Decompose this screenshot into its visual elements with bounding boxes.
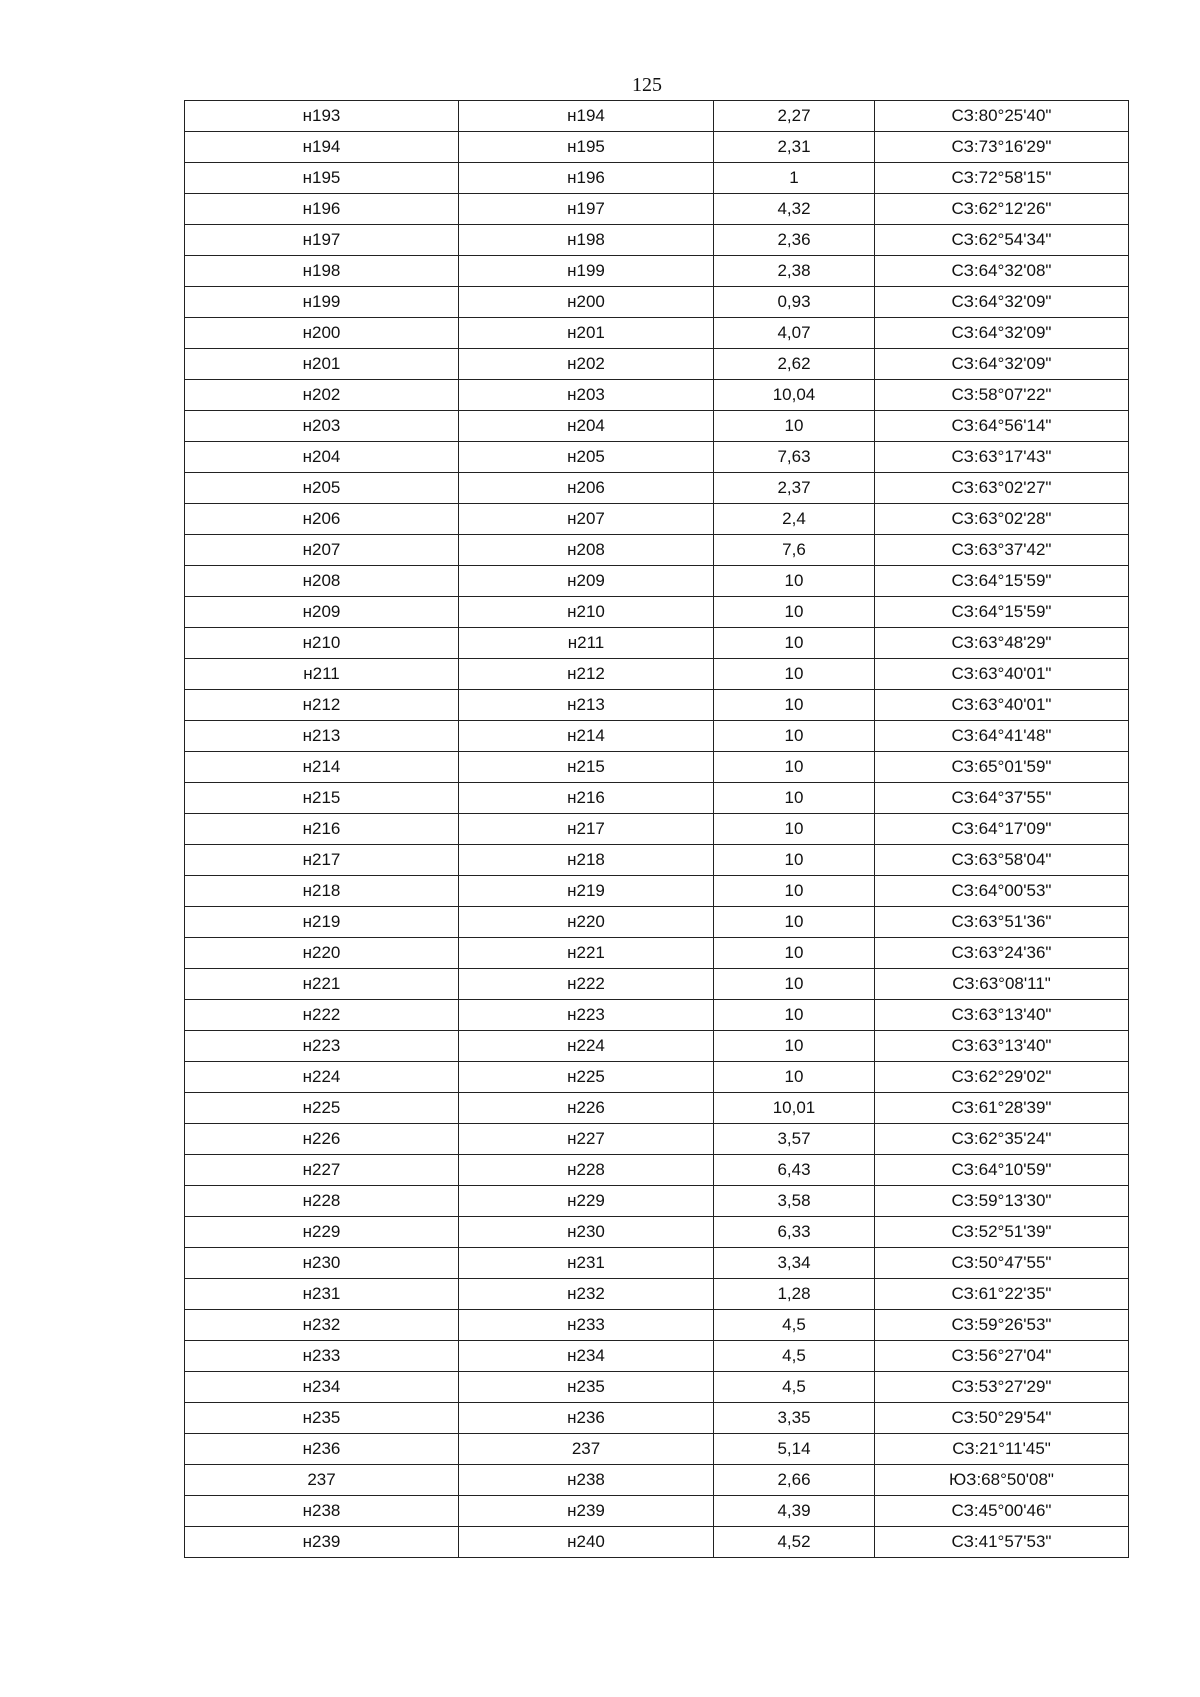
distance-cell: 10	[714, 721, 875, 752]
table-row	[185, 194, 1129, 225]
bearing-cell: СЗ:64°32'09"	[875, 287, 1129, 318]
distance-cell: 10	[714, 597, 875, 628]
distance-cell: 10	[714, 876, 875, 907]
table-row	[185, 504, 1129, 535]
bearing-cell: СЗ:61°28'39"	[875, 1093, 1129, 1124]
table-row	[185, 1124, 1129, 1155]
distance-cell: 10	[714, 907, 875, 938]
bearing-cell: СЗ:64°56'14"	[875, 411, 1129, 442]
bearing-cell: СЗ:73°16'29"	[875, 132, 1129, 163]
to-point-cell: н198	[459, 225, 714, 256]
from-point-cell: н206	[185, 504, 459, 535]
distance-cell: 4,52	[714, 1527, 875, 1558]
distance-cell: 10	[714, 411, 875, 442]
to-point-cell: н234	[459, 1341, 714, 1372]
to-point-cell: н209	[459, 566, 714, 597]
distance-cell: 4,5	[714, 1372, 875, 1403]
from-point-cell: н202	[185, 380, 459, 411]
distance-cell: 1,28	[714, 1279, 875, 1310]
to-point-cell: н205	[459, 442, 714, 473]
distance-cell: 10	[714, 969, 875, 1000]
table-body	[185, 101, 1129, 1558]
distance-cell: 10	[714, 845, 875, 876]
distance-cell: 4,32	[714, 194, 875, 225]
distance-cell: 2,62	[714, 349, 875, 380]
to-point-cell: н200	[459, 287, 714, 318]
table-row	[185, 411, 1129, 442]
to-point-cell: н199	[459, 256, 714, 287]
distance-cell: 2,37	[714, 473, 875, 504]
to-point-cell: н239	[459, 1496, 714, 1527]
bearing-cell: ЮЗ:68°50'08"	[875, 1465, 1129, 1496]
from-point-cell: н220	[185, 938, 459, 969]
table-row	[185, 659, 1129, 690]
from-point-cell: н217	[185, 845, 459, 876]
bearing-cell: СЗ:65°01'59"	[875, 752, 1129, 783]
distance-cell: 2,38	[714, 256, 875, 287]
bearing-cell: СЗ:62°54'34"	[875, 225, 1129, 256]
table-row	[185, 132, 1129, 163]
to-point-cell: н195	[459, 132, 714, 163]
distance-cell: 2,4	[714, 504, 875, 535]
distance-cell: 0,93	[714, 287, 875, 318]
from-point-cell: н239	[185, 1527, 459, 1558]
distance-cell: 3,35	[714, 1403, 875, 1434]
distance-cell: 6,43	[714, 1155, 875, 1186]
bearing-cell: СЗ:63°40'01"	[875, 659, 1129, 690]
from-point-cell: н215	[185, 783, 459, 814]
to-point-cell: н229	[459, 1186, 714, 1217]
from-point-cell: н193	[185, 101, 459, 132]
from-point-cell: н222	[185, 1000, 459, 1031]
bearing-cell: СЗ:50°29'54"	[875, 1403, 1129, 1434]
bearing-cell: СЗ:63°51'36"	[875, 907, 1129, 938]
bearing-cell: СЗ:63°13'40"	[875, 1031, 1129, 1062]
bearing-cell: СЗ:64°32'09"	[875, 318, 1129, 349]
to-point-cell: н223	[459, 1000, 714, 1031]
from-point-cell: н209	[185, 597, 459, 628]
to-point-cell: н203	[459, 380, 714, 411]
bearing-cell: СЗ:53°27'29"	[875, 1372, 1129, 1403]
to-point-cell: н233	[459, 1310, 714, 1341]
bearing-cell: СЗ:63°48'29"	[875, 628, 1129, 659]
distance-cell: 10	[714, 690, 875, 721]
table-row	[185, 597, 1129, 628]
bearing-cell: СЗ:62°29'02"	[875, 1062, 1129, 1093]
table-row	[185, 1341, 1129, 1372]
from-point-cell: н228	[185, 1186, 459, 1217]
table-row	[185, 938, 1129, 969]
from-point-cell: 237	[185, 1465, 459, 1496]
table-row	[185, 721, 1129, 752]
bearing-cell: СЗ:41°57'53"	[875, 1527, 1129, 1558]
from-point-cell: н204	[185, 442, 459, 473]
table-row	[185, 1527, 1129, 1558]
table-row	[185, 1434, 1129, 1465]
table-row	[185, 163, 1129, 194]
to-point-cell: н216	[459, 783, 714, 814]
from-point-cell: н223	[185, 1031, 459, 1062]
distance-cell: 4,5	[714, 1310, 875, 1341]
table-row	[185, 225, 1129, 256]
from-point-cell: н219	[185, 907, 459, 938]
table-row	[185, 1310, 1129, 1341]
from-point-cell: н208	[185, 566, 459, 597]
distance-cell: 3,58	[714, 1186, 875, 1217]
distance-cell: 10	[714, 814, 875, 845]
table-row	[185, 1372, 1129, 1403]
from-point-cell: н199	[185, 287, 459, 318]
from-point-cell: н218	[185, 876, 459, 907]
table-row	[185, 349, 1129, 380]
table-row	[185, 690, 1129, 721]
from-point-cell: н221	[185, 969, 459, 1000]
to-point-cell: н196	[459, 163, 714, 194]
bearing-cell: СЗ:80°25'40"	[875, 101, 1129, 132]
bearing-cell: СЗ:64°15'59"	[875, 597, 1129, 628]
bearing-cell: СЗ:63°40'01"	[875, 690, 1129, 721]
table-row	[185, 1279, 1129, 1310]
distance-cell: 10,04	[714, 380, 875, 411]
table-row	[185, 1093, 1129, 1124]
distance-cell: 2,27	[714, 101, 875, 132]
table-row	[185, 1217, 1129, 1248]
bearing-cell: СЗ:59°26'53"	[875, 1310, 1129, 1341]
table-row	[185, 628, 1129, 659]
from-point-cell: н212	[185, 690, 459, 721]
table-row	[185, 101, 1129, 132]
table-row	[185, 845, 1129, 876]
from-point-cell: н195	[185, 163, 459, 194]
table-row	[185, 256, 1129, 287]
from-point-cell: н197	[185, 225, 459, 256]
to-point-cell: н220	[459, 907, 714, 938]
from-point-cell: н233	[185, 1341, 459, 1372]
table-row	[185, 1155, 1129, 1186]
to-point-cell: н194	[459, 101, 714, 132]
distance-cell: 10,01	[714, 1093, 875, 1124]
bearing-cell: СЗ:62°35'24"	[875, 1124, 1129, 1155]
distance-cell: 10	[714, 783, 875, 814]
bearing-cell: СЗ:64°37'55"	[875, 783, 1129, 814]
distance-cell: 4,39	[714, 1496, 875, 1527]
to-point-cell: н206	[459, 473, 714, 504]
from-point-cell: н232	[185, 1310, 459, 1341]
distance-cell: 2,66	[714, 1465, 875, 1496]
distance-cell: 3,57	[714, 1124, 875, 1155]
bearing-cell: СЗ:64°10'59"	[875, 1155, 1129, 1186]
bearing-cell: СЗ:63°58'04"	[875, 845, 1129, 876]
table-row	[185, 318, 1129, 349]
distance-cell: 7,6	[714, 535, 875, 566]
distance-cell: 7,63	[714, 442, 875, 473]
to-point-cell: н228	[459, 1155, 714, 1186]
bearing-cell: СЗ:21°11'45"	[875, 1434, 1129, 1465]
table-row	[185, 380, 1129, 411]
bearing-cell: СЗ:45°00'46"	[875, 1496, 1129, 1527]
bearing-cell: СЗ:64°32'08"	[875, 256, 1129, 287]
bearing-cell: СЗ:50°47'55"	[875, 1248, 1129, 1279]
distance-cell: 10	[714, 659, 875, 690]
distance-cell: 5,14	[714, 1434, 875, 1465]
from-point-cell: н234	[185, 1372, 459, 1403]
distance-cell: 10	[714, 1000, 875, 1031]
table-row	[185, 1248, 1129, 1279]
to-point-cell: н238	[459, 1465, 714, 1496]
to-point-cell: н236	[459, 1403, 714, 1434]
boundary-points-table	[184, 100, 1129, 1558]
to-point-cell: н204	[459, 411, 714, 442]
to-point-cell: н212	[459, 659, 714, 690]
distance-cell: 4,07	[714, 318, 875, 349]
table-row	[185, 473, 1129, 504]
table-row	[185, 287, 1129, 318]
bearing-cell: СЗ:64°15'59"	[875, 566, 1129, 597]
table-row	[185, 969, 1129, 1000]
bearing-cell: СЗ:63°17'43"	[875, 442, 1129, 473]
to-point-cell: н240	[459, 1527, 714, 1558]
from-point-cell: н229	[185, 1217, 459, 1248]
distance-cell: 10	[714, 1031, 875, 1062]
to-point-cell: н218	[459, 845, 714, 876]
bearing-cell: СЗ:64°00'53"	[875, 876, 1129, 907]
bearing-cell: СЗ:61°22'35"	[875, 1279, 1129, 1310]
from-point-cell: н201	[185, 349, 459, 380]
bearing-cell: СЗ:63°24'36"	[875, 938, 1129, 969]
to-point-cell: н215	[459, 752, 714, 783]
table-row	[185, 1465, 1129, 1496]
table-row	[185, 814, 1129, 845]
to-point-cell: н225	[459, 1062, 714, 1093]
to-point-cell: н214	[459, 721, 714, 752]
from-point-cell: н203	[185, 411, 459, 442]
bearing-cell: СЗ:52°51'39"	[875, 1217, 1129, 1248]
bearing-cell: СЗ:72°58'15"	[875, 163, 1129, 194]
distance-cell: 3,34	[714, 1248, 875, 1279]
from-point-cell: н196	[185, 194, 459, 225]
to-point-cell: н210	[459, 597, 714, 628]
table-row	[185, 783, 1129, 814]
table-row	[185, 1031, 1129, 1062]
from-point-cell: н213	[185, 721, 459, 752]
to-point-cell: 237	[459, 1434, 714, 1465]
bearing-cell: СЗ:64°32'09"	[875, 349, 1129, 380]
to-point-cell: н208	[459, 535, 714, 566]
table-row	[185, 1403, 1129, 1434]
table-row	[185, 1496, 1129, 1527]
table-row	[185, 566, 1129, 597]
to-point-cell: н201	[459, 318, 714, 349]
distance-cell: 10	[714, 566, 875, 597]
to-point-cell: н217	[459, 814, 714, 845]
distance-cell: 4,5	[714, 1341, 875, 1372]
to-point-cell: н222	[459, 969, 714, 1000]
bearing-cell: СЗ:59°13'30"	[875, 1186, 1129, 1217]
from-point-cell: н200	[185, 318, 459, 349]
to-point-cell: н207	[459, 504, 714, 535]
distance-cell: 2,31	[714, 132, 875, 163]
from-point-cell: н205	[185, 473, 459, 504]
to-point-cell: н232	[459, 1279, 714, 1310]
from-point-cell: н194	[185, 132, 459, 163]
distance-cell: 10	[714, 938, 875, 969]
to-point-cell: н230	[459, 1217, 714, 1248]
bearing-cell: СЗ:63°02'28"	[875, 504, 1129, 535]
to-point-cell: н202	[459, 349, 714, 380]
from-point-cell: н235	[185, 1403, 459, 1434]
to-point-cell: н227	[459, 1124, 714, 1155]
bearing-cell: СЗ:63°13'40"	[875, 1000, 1129, 1031]
table-row	[185, 1062, 1129, 1093]
to-point-cell: н231	[459, 1248, 714, 1279]
to-point-cell: н224	[459, 1031, 714, 1062]
table-row	[185, 442, 1129, 473]
table-row	[185, 752, 1129, 783]
from-point-cell: н231	[185, 1279, 459, 1310]
distance-cell: 2,36	[714, 225, 875, 256]
bearing-cell: СЗ:63°08'11"	[875, 969, 1129, 1000]
to-point-cell: н235	[459, 1372, 714, 1403]
to-point-cell: н219	[459, 876, 714, 907]
table-row	[185, 1000, 1129, 1031]
to-point-cell: н211	[459, 628, 714, 659]
distance-cell: 10	[714, 628, 875, 659]
bearing-cell: СЗ:64°41'48"	[875, 721, 1129, 752]
from-point-cell: н236	[185, 1434, 459, 1465]
distance-cell: 6,33	[714, 1217, 875, 1248]
distance-cell: 10	[714, 752, 875, 783]
from-point-cell: н224	[185, 1062, 459, 1093]
from-point-cell: н225	[185, 1093, 459, 1124]
table-row	[185, 907, 1129, 938]
bearing-cell: СЗ:56°27'04"	[875, 1341, 1129, 1372]
from-point-cell: н211	[185, 659, 459, 690]
from-point-cell: н198	[185, 256, 459, 287]
from-point-cell: н230	[185, 1248, 459, 1279]
distance-cell: 10	[714, 1062, 875, 1093]
to-point-cell: н221	[459, 938, 714, 969]
table-row	[185, 535, 1129, 566]
bearing-cell: СЗ:64°17'09"	[875, 814, 1129, 845]
table-row	[185, 876, 1129, 907]
bearing-cell: СЗ:58°07'22"	[875, 380, 1129, 411]
table-row	[185, 1186, 1129, 1217]
bearing-cell: СЗ:62°12'26"	[875, 194, 1129, 225]
from-point-cell: н238	[185, 1496, 459, 1527]
page-number: 125	[632, 74, 662, 96]
from-point-cell: н214	[185, 752, 459, 783]
to-point-cell: н213	[459, 690, 714, 721]
to-point-cell: н197	[459, 194, 714, 225]
distance-cell: 1	[714, 163, 875, 194]
bearing-cell: СЗ:63°37'42"	[875, 535, 1129, 566]
from-point-cell: н207	[185, 535, 459, 566]
bearing-cell: СЗ:63°02'27"	[875, 473, 1129, 504]
from-point-cell: н227	[185, 1155, 459, 1186]
from-point-cell: н226	[185, 1124, 459, 1155]
to-point-cell: н226	[459, 1093, 714, 1124]
from-point-cell: н210	[185, 628, 459, 659]
from-point-cell: н216	[185, 814, 459, 845]
